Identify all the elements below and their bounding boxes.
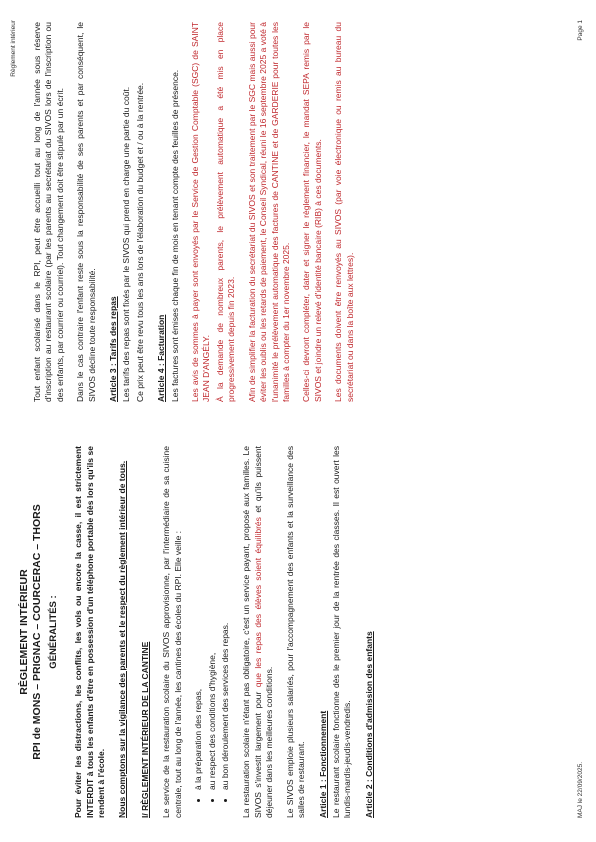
doc-title: RÈGLEMENT INTÉRIEUR [18,569,30,695]
left-column [18,446,377,818]
documents-paragraph: Les documents doivent être renvoyés au SIVOS (par voie électronique ou remis au bureau du secrétariat ou dans la boîte aux lettres). [333,22,355,402]
doc-title-rpi: RPI de MONS – PRIGNAC – COURCERAC – THORS [31,504,43,760]
prelevement-paragraph: À la demande de nombreux parents, le prélèvement automatique a été mis en place progressivement depuis fin 2023. [214,22,237,402]
vigilance-text: Nous comptons sur la vigilance des parents et le respect du règlement [116,532,127,818]
article-3-label: Article 3 : Tarifs des repas [108,296,119,402]
article-1-label: Article 1 : Fonctionnement [317,710,328,818]
footer-date: MAJ le 22/09/2025. [577,761,584,818]
conseil-paragraph: Afin de simplifier la facturation du secrétariat du SIVOS et son traitement par le SGC mais aussi pour éviter les oublis ou les retards de paiement, le Conseil Syndical, réuni le 16 septembre 2025 a voté à l'unanimité le prélèvement automatique des factures de CANTINE et de GARDERIE pour toutes les familles à compter du 1er novembre 2025. [246,22,291,402]
list-item: • à la préparation des repas, [193,446,204,790]
phone-ban-paragraph: Pour éviter les distractions, les conflits, les vols ou encore la casse, il est strictement INTERDIT à tous les enfants d'être en possession d'un téléphone portable dès lors qu'ils se rendent à l'école. [73,446,107,818]
vigilance-text-end: intérieur de tous. [116,460,127,530]
right-column [18,22,365,402]
list-item: • au bon déroulement des services des repas. [220,446,231,790]
article-3 [108,22,119,402]
payant-paragraph [241,446,275,818]
article-2-label: Article 2 : Conditions d'admission des enfants [363,631,374,818]
article-1-text: Le restaurant scolaire fonctionne dès le premier jour de la rentrée des classes. Il est ouvert les lundis-mardis-jeudis-vendredis. [330,446,353,818]
payant-text: La restauration scolaire n'étant pas obligatoire, c'est un service payant, proposé aux familles. Le SIVOS s'investit largement pour [241,446,263,818]
section-cantine-heading: I/ RÈGLEMENT INTÉRIEUR DE LA CANTINE [140,641,151,818]
responsabilite-paragraph: Dans le cas contraire l'enfant reste sous la responsabilité de ses parents et par conséquent, le SIVOS décline toute responsabilité. [75,22,97,402]
page-number: Page 1 [577,20,584,41]
article-4-label: Article 4 : Facturation [156,314,167,402]
list-item: • au respect des conditions d'hygiène, [207,446,218,790]
sepa-paragraph: Celles-ci devront compléter, dater et signer le règlement financier, le mandat SEPA remis par le SIVOS et joindre un relevé d'identité bancaire (RIB) à ces documents. [301,22,323,402]
article-1 [318,446,329,818]
generalites-heading: GÉNÉRALITÉS : [48,595,59,669]
service-list [193,446,231,818]
article-2 [364,446,375,818]
running-header: Règlement intérieur [10,20,17,77]
article-4-text: Les factures sont émises chaque fin de mois en tenant compte des feuilles de présence. [169,69,180,402]
admission-paragraph: Tout enfant scolarisé dans le RPI, peut être accueilli tout au long de l'année sous réserve d'inscription au restaurant scolaire (par les parents au secrétariat du SIVOS lors de l'inscription ou des enfants, par courrier ou courriel). Tout changement doit être stipulé par un écrit. [32,22,65,402]
article-4 [156,22,167,402]
vigilance-paragraph [117,446,128,818]
article-3-text: Les tarifs des repas sont fixés par le SIVOS qui prend en charge une partie du coût. [121,86,132,402]
salaries-paragraph: Le SIVOS emploie plusieurs salariés, pour l'accompagnement des enfants et la surveillance des salles de restaurant. [284,446,307,818]
service-paragraph: Le service de la restauration scolaire du SIVOS approvisionne, par l'intermédiaire de sa cuisine centrale, tout au long de l'année, les cantines des écoles du RPI. Elle veille : [161,446,183,818]
payant-text-end: et qu'ils puissent déjeuner dans les meilleures conditions. [252,446,275,818]
payant-red-text: que les repas des élèves soient équilibrés [252,517,263,688]
article-3-text-2: Ce prix peut être revu tous les ans lors de l'élaboration du budget et / ou à la rentrée. [134,82,145,402]
sgc-paragraph: Les avis de sommes à payer sont envoyés par le Service de Gestion Comptable (SGC) de SAINT JEAN D'ANGÉLY. [190,22,212,402]
